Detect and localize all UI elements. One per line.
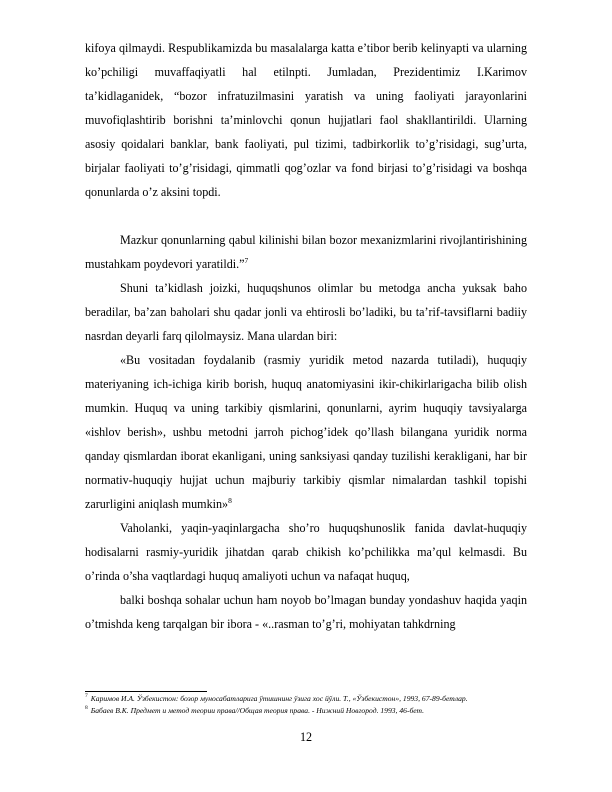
footnote-ref-7: 7 — [244, 255, 249, 265]
footnotes — [85, 693, 545, 717]
paragraph-1: kifoya qilmaydi. Respublikamizda bu masalalarga katta e’tibor berib kelinyapti va ularning ko’pchiligi muvaffaqiyatli hal etilnpti. Jumladan, Prezidentimiz I.Karimov ta’kidlaganidek, “bozor infratuzilmasini yaratish va uning faoliyati jarayonlarini muvofiqlashtirib borishni ta’minlovchi qonun hujjatlari faol shakllantirildi. Ularning asosiy qoidalari banklar, bank faoliyati, pul tizimi, tadbirkorlik to’g’risidagi, sug’urta, birjalar faoliyati to’g’risidagi, qimmatli qog’ozlar va fond birjasi to’g’risidagi va boshqa qonunlarda o’z aksini topdi. — [85, 41, 527, 199]
paragraph-5: Vaholanki, yaqin-yaqinlargacha sho’ro huquqshunoslik fanida davlat-huquqiy hodisalarni rasmiy-yuridik jihatdan qarab chikish ko’pchilikka ma’qul kelmasdi. Bu o’rinda o’sha vaqtlardagi huquq amaliyoti uchun va nafaqat huquq, — [85, 521, 527, 583]
paragraph-2-text: Mazkur qonunlarning qabul kilinishi bilan bozor mexanizmlarini rivojlantirishining mustahkam poydevori yaratildi.” — [85, 233, 527, 271]
footnote-7-text: Каримов И.А. Ўзбекистон: бозор муносабатларига ўтишнинг ўзига хос йўли. Т., «Ўзбекистон», 1993, 67-89-бетлар. — [90, 694, 468, 703]
paragraph-3: Shuni ta’kidlash joizki, huquqshunos olimlar bu metodga ancha yuksak baho beradilar, ba’zan baholari shu qadar jonli va ehtirosli bo’ladiki, bu ta’rif-tavsiflarni badiiy nasrdan deyarli farq qilolmaysiz. Mana ulardan biri: — [85, 281, 527, 343]
footnote-7 — [85, 693, 545, 705]
paragraph-4 — [85, 348, 527, 516]
footnote-8-text: Бабаев В.К. Предмет и метод теории права//Общая теория права. - Нижний Новгород. 1993, 46-бет. — [90, 706, 425, 715]
footnote-7-number: 7 — [85, 693, 88, 700]
footnote-separator — [85, 691, 207, 692]
footnote-ref-8: 8 — [228, 495, 232, 505]
paragraph-4-text: «Bu vositadan foydalanib (rasmiy yuridik metod nazarda tutiladi), huquqiy materiyaning ich-ichiga kirib borish, huquq anatomiyasini ikir-chikirlarigacha bilib olish mumkin. Huquq va uning tarkibiy qismlarini, qonunlarni, ayrim huquqiy tavsiyalarga «ishlov berish», ushbu metodni jarroh pichog’idek qo’llash bilangana yuridik norma qanday qismlardan iborat ekanligani, uning sanksiyasi qanday tuzilishi kerakligani, har bir normativ-huquqiy hujjat uchun majburiy tarkibiy qismlar nimalardan tashkil topishi zarurligini aniqlash mumkin» — [85, 353, 527, 511]
page-number: 12 — [299, 730, 313, 744]
paragraph-2 — [85, 228, 527, 276]
footnote-8-number: 8 — [85, 705, 88, 712]
paragraph-6: balki boshqa sohalar uchun ham noyob bo’lmagan bunday yondashuv haqida yaqin o’tmishda keng tarqalgan bir ibora - «..rasman to’g’ri, mohiyatan tahkdrning — [85, 593, 527, 631]
footnote-8 — [85, 705, 545, 717]
body-text — [85, 36, 527, 636]
